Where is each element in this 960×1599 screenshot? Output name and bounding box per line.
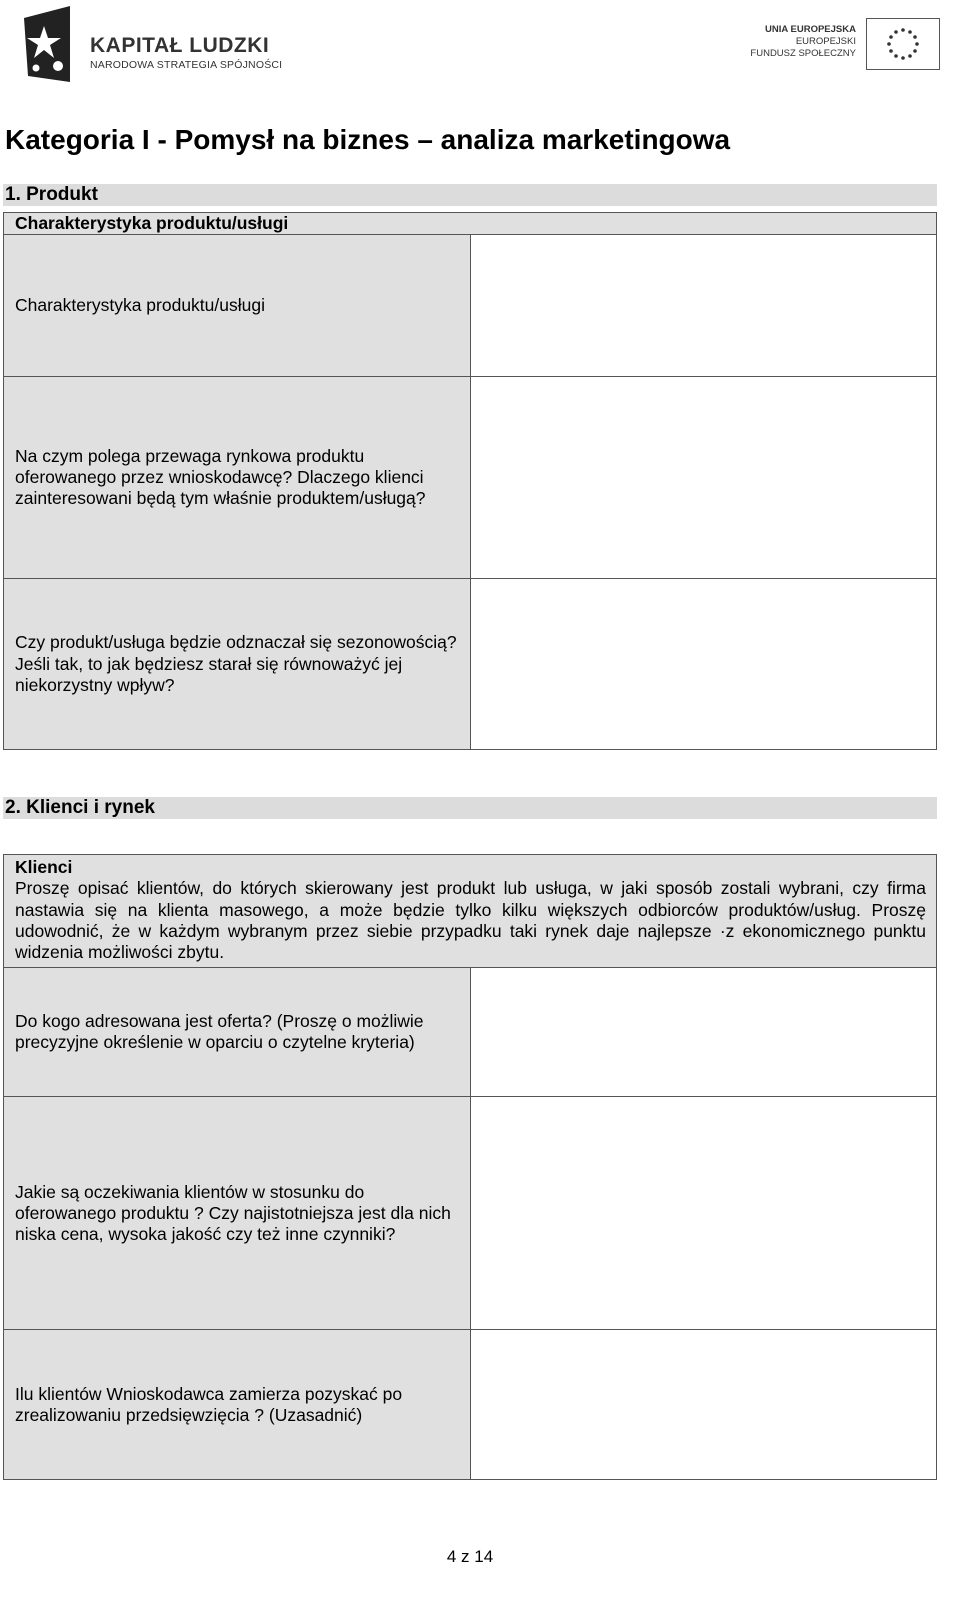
klienci-description: Proszę opisać klientów, do których skierowany jest produkt lub usługa, w jaki sposób zostali wybrani, czy firma nastawia się na klienta masowego, a może będzie tylko kilku większych odbiorców produktów/usług. Proszę udowodnić, że w każdym wybranym przez siebie przypadku taki rynek daje najlepsze ·z ekonomicznego punktu widzenia możliwości zbytu. (15, 878, 926, 963)
produkt-row-label: Na czym polega przewaga rynkowa produktu oferowanego przez wnioskodawcę? Dlaczego klienci zainteresowani będą tym właśnie produktem/usługą? (4, 377, 471, 579)
produkt-table-header: Charakterystyka produktu/usługi (4, 213, 937, 235)
page-number: 4 z 14 (446, 1547, 494, 1566)
kapital-ludzki-logo (18, 4, 283, 86)
produkt-answer-field[interactable] (470, 377, 937, 579)
kapital-ludzki-star-icon (18, 4, 76, 86)
klienci-table-header (4, 855, 937, 968)
eu-logo-text (750, 24, 856, 60)
logo-tagline-text: NARODOWA STRATEGIA SPÓJNOŚCI (90, 59, 283, 71)
klienci-answer-field[interactable] (470, 1097, 937, 1330)
klienci-row-label: Ilu klientów Wnioskodawca zamierza pozyskać po zrealizowaniu przedsięwzięcia ? (Uzasadnić) (4, 1330, 471, 1480)
page-title: Kategoria I - Pomysł na biznes – analiza marketingowa (5, 124, 731, 155)
klienci-table (3, 854, 937, 1480)
eu-logo-line1: UNIA EUROPEJSKA (765, 24, 856, 35)
section-heading-produkt: 1. Produkt (3, 184, 937, 206)
klienci-row-label: Jakie są oczekiwania klientów w stosunku do oferowanego produktu ? Czy najistotniejsza jest dla nich niska cena, wysoka jakość czy też inne czynniki? (4, 1097, 471, 1330)
eu-flag-icon (866, 18, 940, 70)
produkt-answer-field[interactable] (470, 579, 937, 750)
produkt-row-label: Czy produkt/usługa będzie odznaczał się sezonowością? Jeśli tak, to jak będziesz starał się równoważyć jej niekorzystny wpływ? (4, 579, 471, 750)
logo-brand-text: KAPITAŁ LUDZKI (90, 34, 270, 57)
produkt-answer-field[interactable] (470, 235, 937, 377)
klienci-header-title: Klienci (15, 857, 73, 877)
eu-logo (740, 18, 940, 70)
produkt-row-label: Charakterystyka produktu/usługi (4, 235, 471, 377)
produkt-table (3, 212, 937, 750)
klienci-row-label: Do kogo adresowana jest oferta? (Proszę o możliwie precyzyjne określenie w oparciu o czytelne kryteria) (4, 968, 471, 1097)
eu-logo-line3: FUNDUSZ SPOŁECZNY (750, 48, 856, 59)
klienci-answer-field[interactable] (470, 968, 937, 1097)
section-heading-klienci-i-rynek: 2. Klienci i rynek (3, 797, 937, 819)
klienci-answer-field[interactable] (470, 1330, 937, 1480)
eu-logo-line2: EUROPEJSKI (795, 36, 856, 47)
